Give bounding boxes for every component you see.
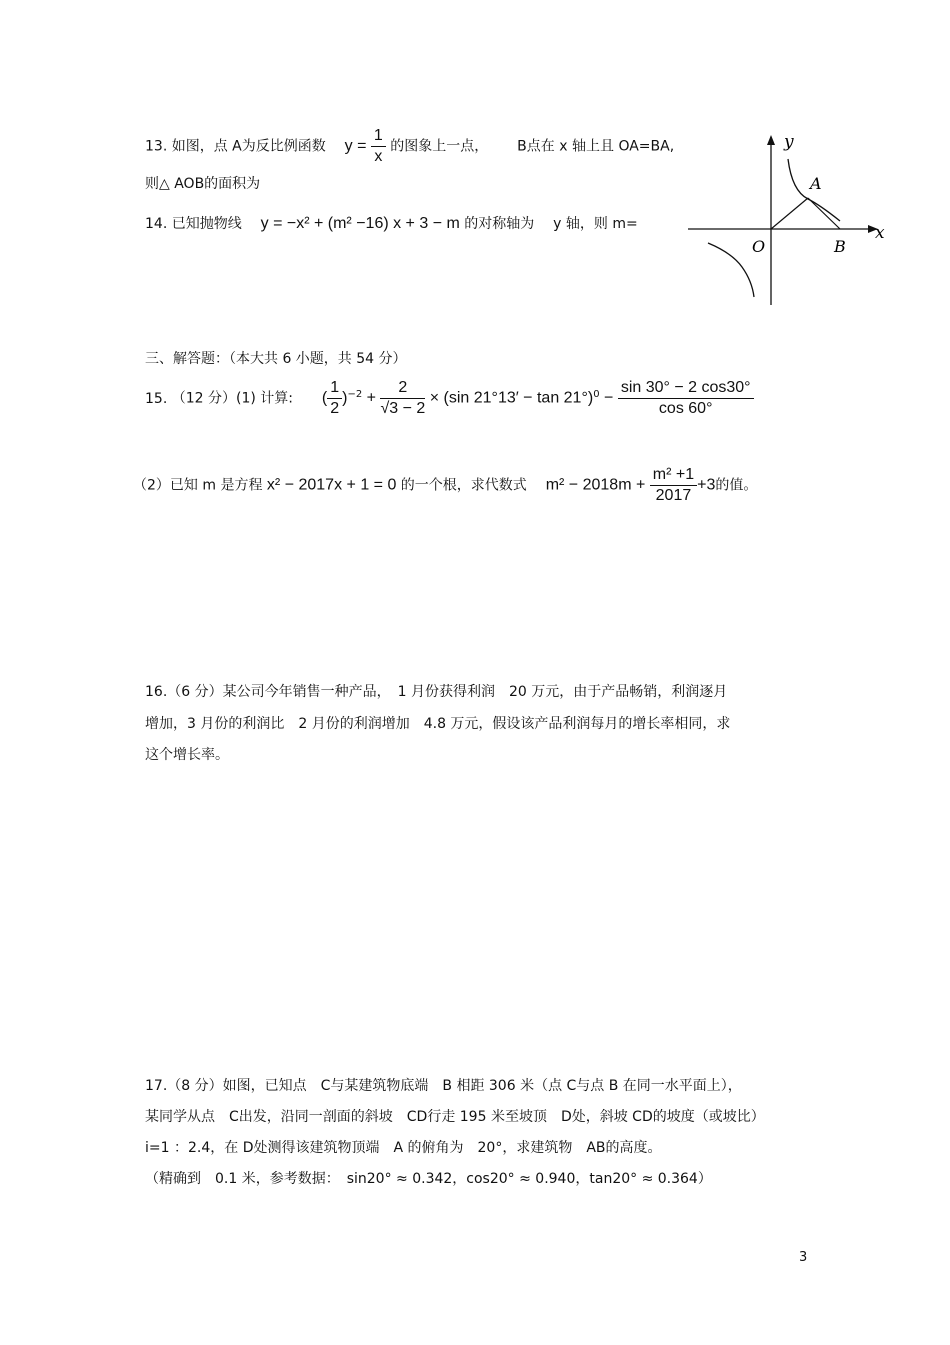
q14-y-letter: y bbox=[553, 216, 562, 232]
q15-expr-tail: +3 bbox=[697, 476, 716, 494]
q15-minus: − bbox=[604, 389, 614, 407]
q14-text-d: m= bbox=[612, 216, 638, 232]
q13-number: 13. bbox=[145, 138, 168, 155]
q15-expr-num: m² +1 bbox=[650, 465, 697, 486]
q16-line1: 16.（6 分）某公司今年销售一种产品， 1 月份获得利润 20 万元，由于产品畅销，利润逐月 bbox=[145, 684, 728, 700]
q13-point-b: B bbox=[517, 138, 527, 155]
q13-text-a: 如图，点 bbox=[171, 138, 228, 155]
q17-line3: i=1 ：2.4，在 D处测得该建筑物顶端 A 的俯角为 20°，求建筑物 AB的高度。 bbox=[145, 1140, 662, 1156]
q15-expr-den: 2017 bbox=[655, 487, 692, 504]
q15-plus: + bbox=[366, 389, 376, 407]
q14-number: 14. bbox=[145, 216, 168, 232]
q15-expression: m² − 2018m + bbox=[545, 476, 646, 494]
q15-part2-d: 的值。 bbox=[715, 477, 758, 494]
section-heading: 三、解答题：（本大共 6 小题，共 54 分） bbox=[145, 351, 407, 367]
segment-ab bbox=[808, 198, 840, 229]
q15-expr-fraction bbox=[650, 465, 697, 506]
q15-times: × bbox=[429, 389, 440, 407]
q14-text-c: 轴，则 bbox=[565, 216, 608, 232]
segment-oa bbox=[771, 198, 808, 229]
y-axis-arrow bbox=[767, 135, 775, 145]
y-axis-label: y bbox=[784, 132, 794, 152]
q16-line2: 增加，3 月份的利润比 2 月份的利润增加 4.8 万元，假设该产品利润每月的增长率相同，求 bbox=[145, 716, 731, 732]
q15-trig-fraction bbox=[618, 378, 754, 419]
q15-paren-close: ) bbox=[342, 389, 348, 407]
q15-part2-a: （2）已知 bbox=[133, 477, 198, 494]
q15-line1 bbox=[145, 378, 754, 419]
q17-line4: （精确到 0.1 米，参考数据： sin20° ≈ 0.342，cos20° ≈ 0.940，tan20° ≈ 0.364） bbox=[145, 1171, 712, 1187]
q13-fraction bbox=[371, 126, 386, 167]
q14-line bbox=[145, 213, 638, 233]
q15-m-letter: m bbox=[202, 477, 217, 494]
point-a-label: A bbox=[810, 174, 822, 193]
q15-exp-zero: 0 bbox=[593, 388, 600, 400]
page-number: 3 bbox=[799, 1250, 808, 1265]
point-b-label: B bbox=[834, 237, 846, 256]
q13-point-a: A bbox=[232, 138, 242, 155]
q13-line2: 则△ AOB的面积为 bbox=[145, 176, 261, 192]
q15-exp-neg2: −2 bbox=[347, 388, 363, 400]
q13-x-letter: x bbox=[559, 138, 568, 155]
q13-text-d: 点在 bbox=[526, 138, 555, 155]
q16-line3: 这个增长率。 bbox=[145, 747, 229, 763]
q13-condition: OA=BA, bbox=[618, 138, 675, 155]
q13-text-c: 的图象上一点， bbox=[390, 138, 489, 155]
x-axis-label: x bbox=[875, 223, 885, 243]
q17-line1: 17.（8 分）如图，已知点 C与某建筑物底端 B 相距 306 米（点 C与点 B 在同一水平面上）， bbox=[145, 1078, 742, 1094]
origin-label: O bbox=[752, 237, 766, 256]
q13-frac-num: 1 bbox=[371, 126, 386, 147]
q15-part2-b: 是方程 bbox=[220, 477, 263, 494]
q14-text-a: 已知抛物线 bbox=[171, 216, 242, 232]
q13-line1 bbox=[145, 126, 674, 167]
q17-line2: 某同学从点 C出发，沿同一剖面的斜坡 CD行走 195 米至坡顶 D处，斜坡 CD的坡度（或坡比） bbox=[145, 1109, 765, 1125]
q13-frac-den: x bbox=[374, 148, 383, 165]
q13-text-e: 轴上且 bbox=[571, 138, 614, 155]
q15-line2 bbox=[133, 465, 757, 506]
q14-text-b: 的对称轴为 bbox=[464, 216, 535, 232]
q15-root-fraction bbox=[380, 378, 425, 419]
hyperbola-branch-q3 bbox=[708, 243, 754, 297]
q14-formula: y = −x² + (m² −16) x + 3 − m bbox=[260, 215, 460, 232]
q15-part2-c: 的一个根，求代数式 bbox=[400, 477, 527, 494]
q15-paren-open: ( bbox=[321, 389, 328, 407]
q15-sin-term: (sin 21°13′ − tan 21°) bbox=[443, 389, 594, 407]
q15-trig-den: cos 60° bbox=[658, 400, 713, 417]
q15-equation: x² − 2017x + 1 = 0 bbox=[266, 476, 397, 494]
q13-y-eq: y = bbox=[344, 137, 367, 155]
q15-root-num: 2 bbox=[380, 378, 425, 399]
hyperbola-graph bbox=[680, 125, 895, 310]
q15-half-num: 1 bbox=[327, 378, 342, 399]
q15-score: （12 分）(1) 计算: bbox=[171, 390, 293, 407]
q15-half-fraction bbox=[327, 378, 342, 419]
q13-text-b: 为反比例函数 bbox=[241, 138, 326, 155]
q15-root-den: √3 − 2 bbox=[380, 400, 426, 417]
q15-number: 15. bbox=[145, 390, 168, 407]
q15-half-den: 2 bbox=[330, 400, 340, 417]
q15-trig-num: sin 30° − 2 cos30° bbox=[618, 378, 754, 399]
